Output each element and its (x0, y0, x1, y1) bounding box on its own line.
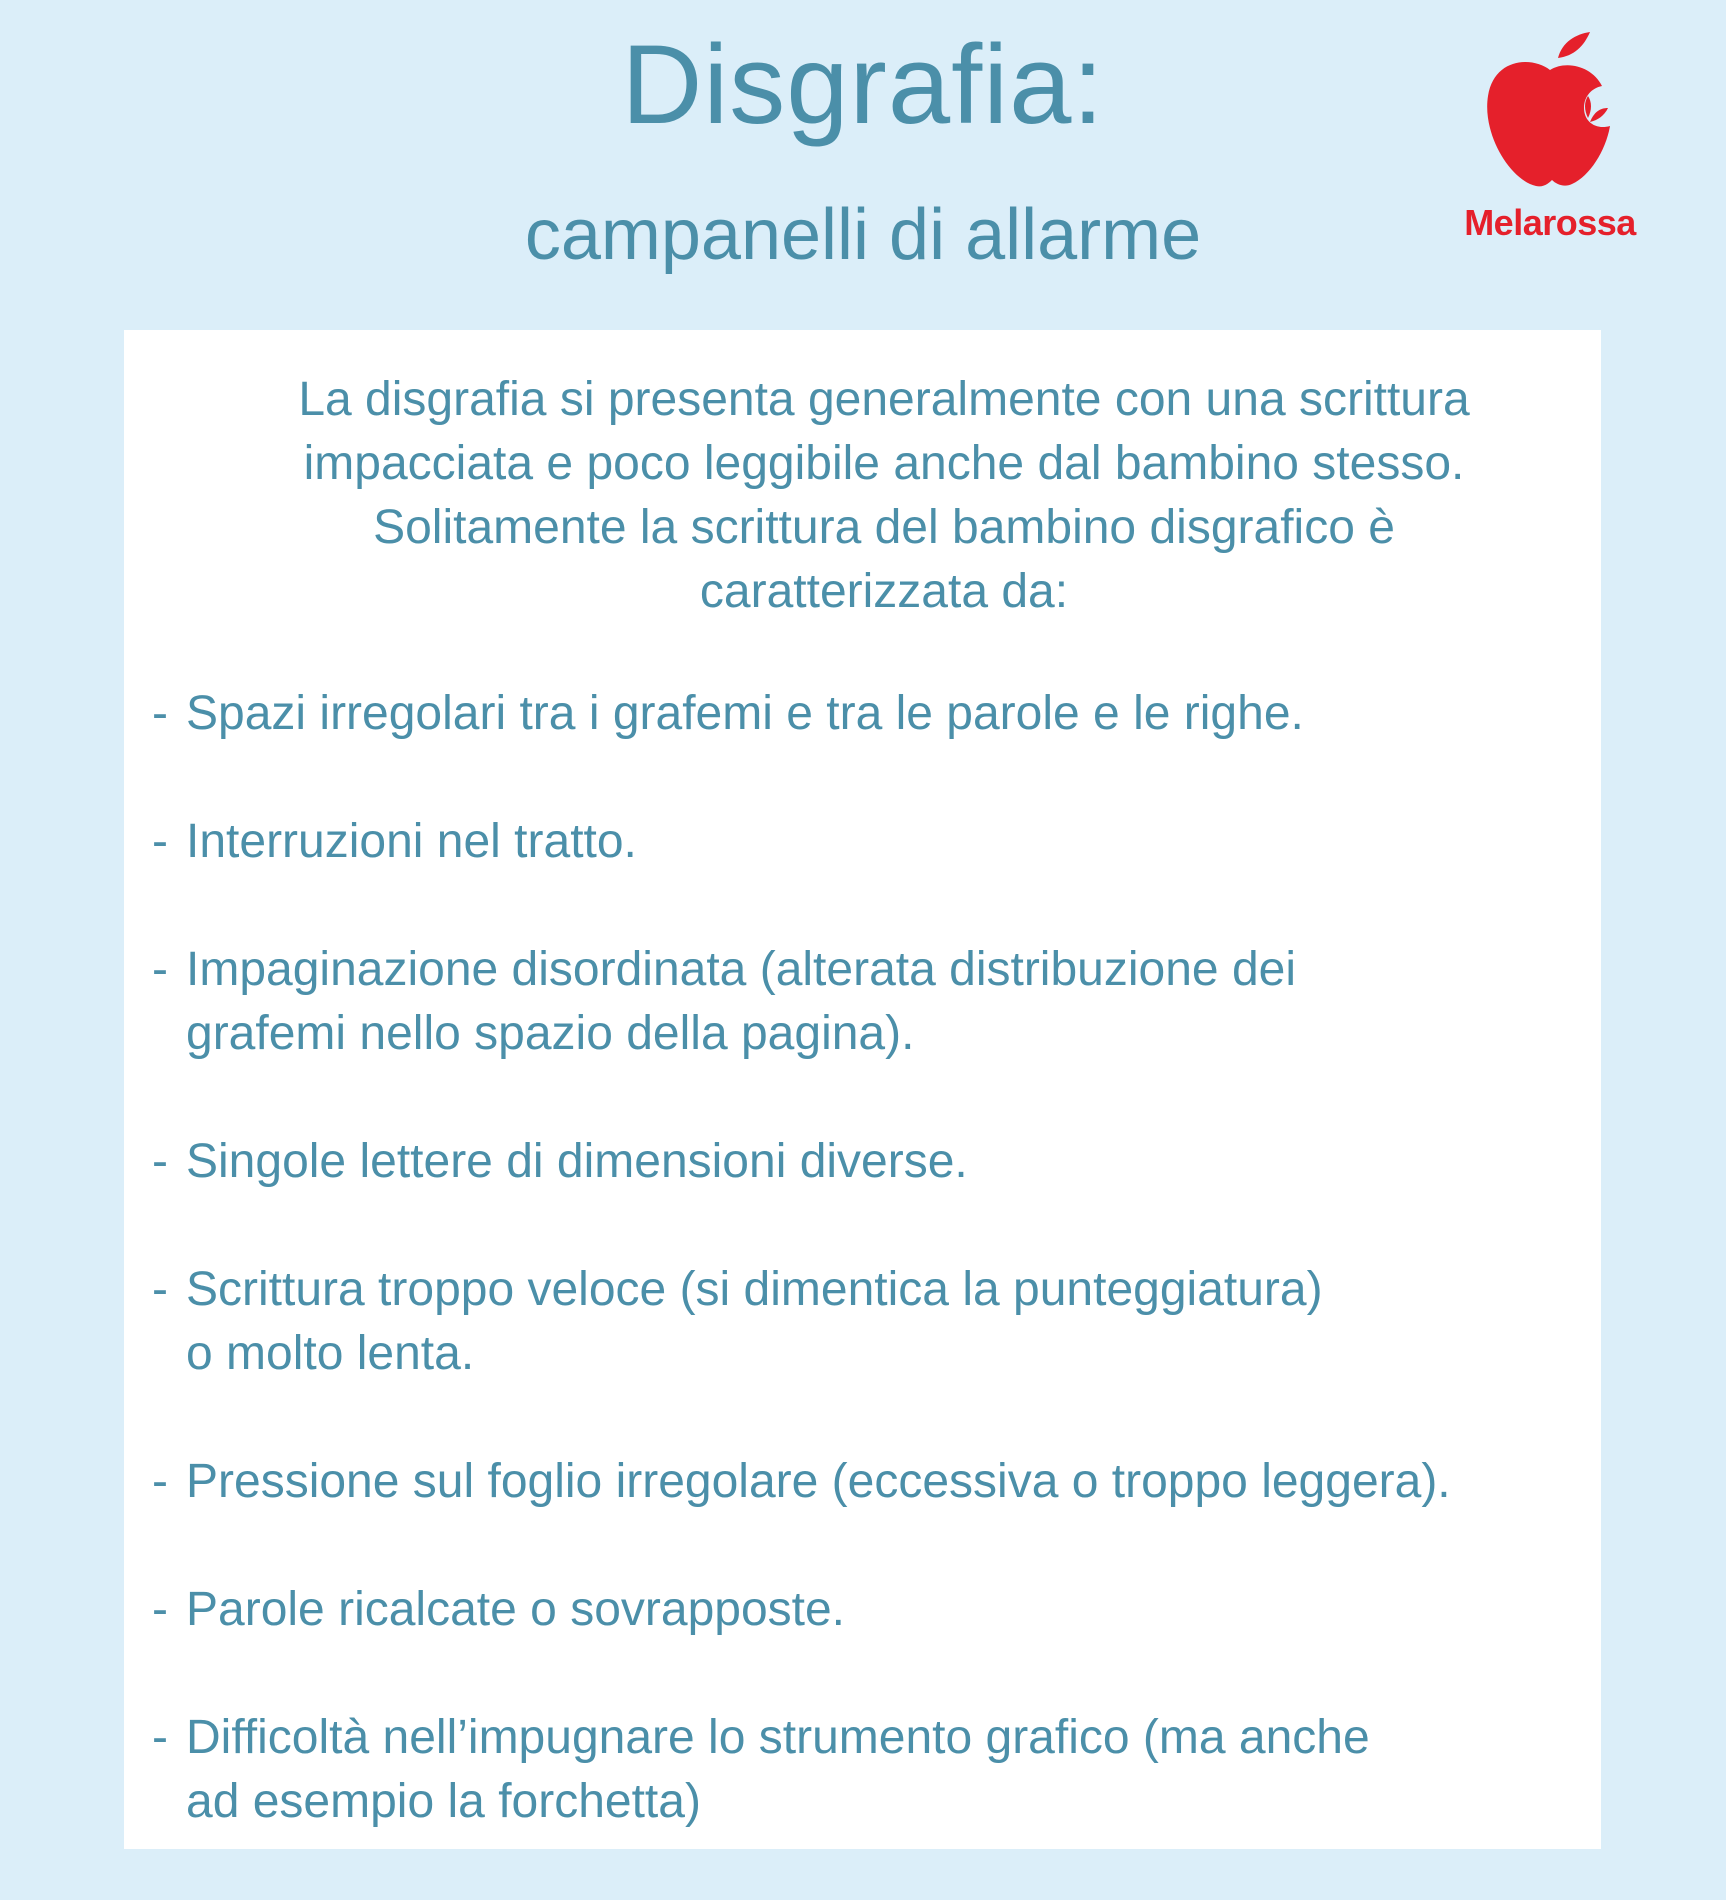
bullet-dash: - (152, 943, 168, 996)
intro-line: impacciata e poco leggibile anche dal bambino stesso. (303, 437, 1465, 490)
apple-icon (1480, 30, 1620, 190)
list-item (152, 938, 1592, 1066)
list-item-text: o molto lenta. (186, 1327, 475, 1380)
list-item (152, 810, 1592, 874)
symptom-list (152, 682, 1592, 1898)
list-item-text: Singole lettere di dimensioni diverse. (186, 1135, 968, 1188)
page-subtitle: campanelli di allarme (524, 195, 1202, 275)
list-item (152, 1258, 1592, 1386)
bullet-dash: - (152, 1135, 168, 1188)
bullet-dash: - (152, 1263, 168, 1316)
list-item-text: Interruzioni nel tratto. (186, 815, 637, 868)
content-card (124, 330, 1601, 1849)
list-item-text: Spazi irregolari tra i grafemi e tra le parole e le righe. (186, 687, 1304, 740)
list-item-text: Difficoltà nell’impugnare lo strumento grafico (ma anche (186, 1711, 1370, 1764)
list-item-text: ad esempio la forchetta) (186, 1775, 701, 1828)
page-title: Disgrafia: (621, 22, 1105, 147)
logo-text: Melarossa (1464, 202, 1636, 243)
intro-line: caratterizzata da: (699, 565, 1069, 618)
list-item-text: Parole ricalcate o sovrapposte. (186, 1583, 846, 1636)
list-item (152, 682, 1592, 746)
bullet-dash: - (152, 1711, 168, 1764)
bullet-dash: - (152, 815, 168, 868)
list-item-text: Pressione sul foglio irregolare (eccessiva o troppo leggera). (186, 1455, 1451, 1508)
bullet-dash: - (152, 1455, 168, 1508)
list-item (152, 1130, 1592, 1194)
list-item-text: Impaginazione disordinata (alterata distribuzione dei (186, 943, 1296, 996)
list-item (152, 1706, 1592, 1834)
bullet-dash: - (152, 1583, 168, 1636)
intro-paragraph (184, 368, 1584, 624)
intro-line: La disgrafia si presenta generalmente con una scrittura (298, 373, 1470, 426)
list-item-text: grafemi nello spazio della pagina). (186, 1007, 915, 1060)
list-item (152, 1450, 1592, 1514)
melarossa-logo (1450, 30, 1650, 250)
intro-line: Solitamente la scrittura del bambino disgrafico è (373, 501, 1395, 554)
bullet-dash: - (152, 687, 168, 740)
list-item (152, 1578, 1592, 1642)
list-item-text: Scrittura troppo veloce (si dimentica la punteggiatura) (186, 1263, 1323, 1316)
